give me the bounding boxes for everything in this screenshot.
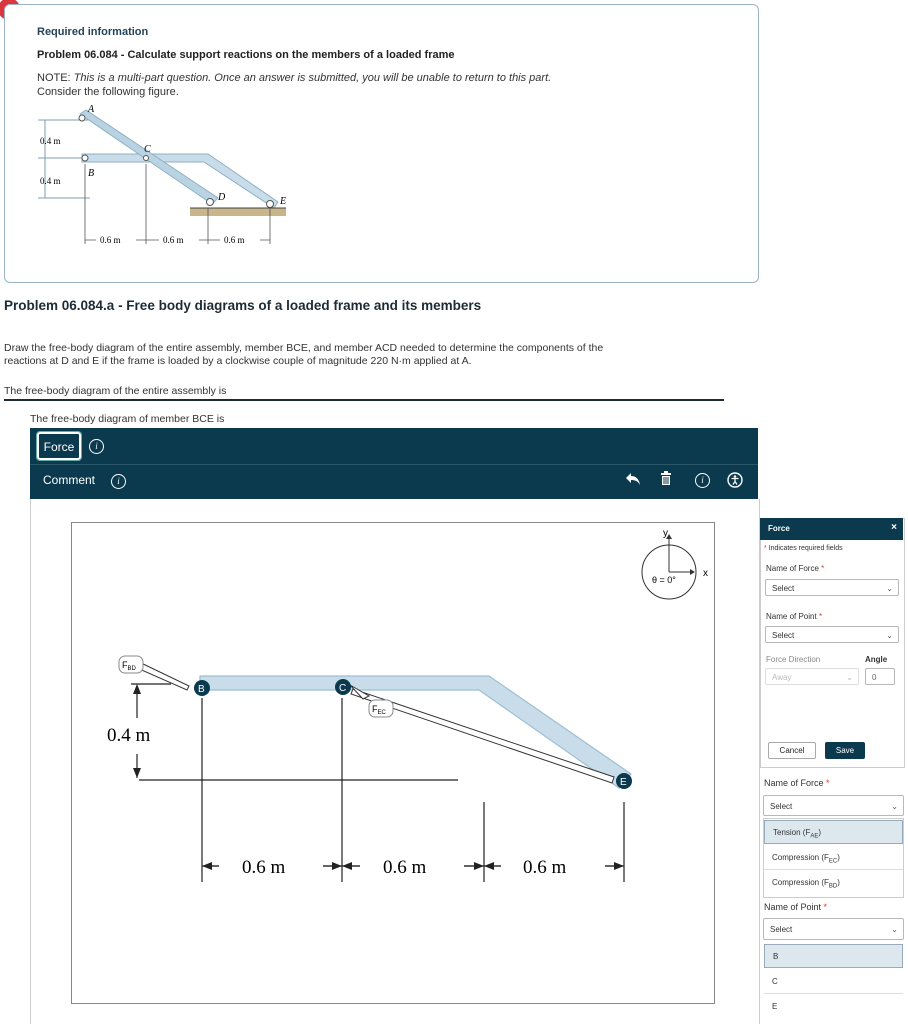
required-heading: Required information [37,26,149,38]
dropdown-point-select[interactable]: Select ⌄ [763,918,904,940]
frame-figure [30,100,330,260]
problem-title: Problem 06.084 - Calculate support reactions on the members of a loaded frame [37,49,455,61]
accessibility-icon[interactable] [727,472,743,488]
comment-button[interactable]: Comment [43,473,96,487]
force-ec-label: $F_{EC}$ [372,704,386,716]
fig-label-a: A [88,104,95,115]
bce-diagram [71,522,713,1002]
save-button[interactable]: Save [825,742,865,759]
close-icon[interactable]: × [891,522,897,533]
toolbar-divider [30,464,758,465]
member-bce [200,676,631,788]
theta-label: θ = 0° [652,575,676,585]
point-name-select[interactable]: Select ⌄ [765,626,899,643]
canvas-dim-h1: 0.6 m [242,857,286,878]
dim-v2: 0.4 m [40,176,61,186]
instructions-line-1: Draw the free-body diagram of the entire assembly, member BCE, and member ACD needed to determine the components of the [4,342,604,354]
force-panel-title: Force [768,524,790,533]
part-title: Problem 06.084.a - Free body diagrams of a loaded frame and its members [4,298,482,313]
axis-x-label: x [703,568,708,579]
note-line [37,72,551,84]
trash-icon[interactable] [660,471,672,486]
force-panel-header [760,518,903,540]
note-text: This is a multi-part question. Once an answer is submitted, you will be unable to return to this part. [73,72,552,84]
fig-label-c: C [144,144,151,155]
direction-select[interactable]: Away ⌄ [765,668,859,685]
note-label: NOTE: [37,72,71,84]
name-of-point-label: Name of Point * [766,612,823,621]
undo-icon[interactable] [625,472,641,486]
option-compression-ec[interactable]: Compression $(F_{EC})$ [764,846,903,870]
instructions-line-2: reactions at D and E if the frame is loaded by a clockwise couple of magnitude 220 N·m applied at A. [4,355,472,367]
fig-label-d: D [218,192,226,203]
svg-text:C: C [339,683,347,694]
info-icon[interactable]: i [695,473,710,488]
section-divider [4,399,724,401]
fbd-entire-label: The free-body diagram of the entire assembly is [4,385,227,397]
option-point-e[interactable]: E [772,1002,778,1011]
fig-label-b: B [88,168,95,179]
dim-h3: 0.6 m [224,235,245,245]
consider-text: Consider the following figure. [37,86,179,98]
angle-label: Angle [865,655,888,664]
dropdown-point-label: Name of Point * [764,902,828,912]
dim-h2: 0.6 m [163,235,184,245]
fig-label-e: E [280,196,287,207]
name-of-force-label: Name of Force * [766,564,825,573]
fbd-bce-label: The free-body diagram of member BCE is [30,413,225,425]
option-compression-bd[interactable]: Compression $(F_{BD})$ [772,878,840,890]
canvas-dim-v: 0.4 m [107,725,151,746]
comment-info-icon[interactable]: i [111,474,126,489]
option-tension-ae[interactable]: Tension $(F_{AE})$ [764,820,903,844]
option-point-c[interactable]: C [764,970,903,994]
svg-text:E: E [620,777,627,788]
dropdown-force-label: Name of Force * [764,778,830,788]
dim-v1: 0.4 m [40,136,61,146]
canvas-dim-h2: 0.6 m [383,857,427,878]
force-direction-label: Force Direction [766,655,821,664]
force-info-icon[interactable]: i [89,439,104,454]
dim-h1: 0.6 m [100,235,121,245]
cancel-button[interactable]: Cancel [768,742,816,759]
force-bd-label: $F_{BD}$ [122,660,136,672]
force-name-select[interactable]: Select ⌄ [765,579,899,596]
dropdown-force-select[interactable]: Select ⌄ [763,795,904,816]
canvas-dim-h3: 0.6 m [523,857,567,878]
axis-y-label: y [663,528,668,539]
svg-text:B: B [198,684,205,695]
option-point-b[interactable]: B [764,944,903,968]
force-button[interactable]: Force [37,432,81,460]
angle-input[interactable]: 0 [865,668,895,685]
force-bd-arrow[interactable] [137,662,189,690]
required-note: * Indicates required fields [764,545,843,552]
